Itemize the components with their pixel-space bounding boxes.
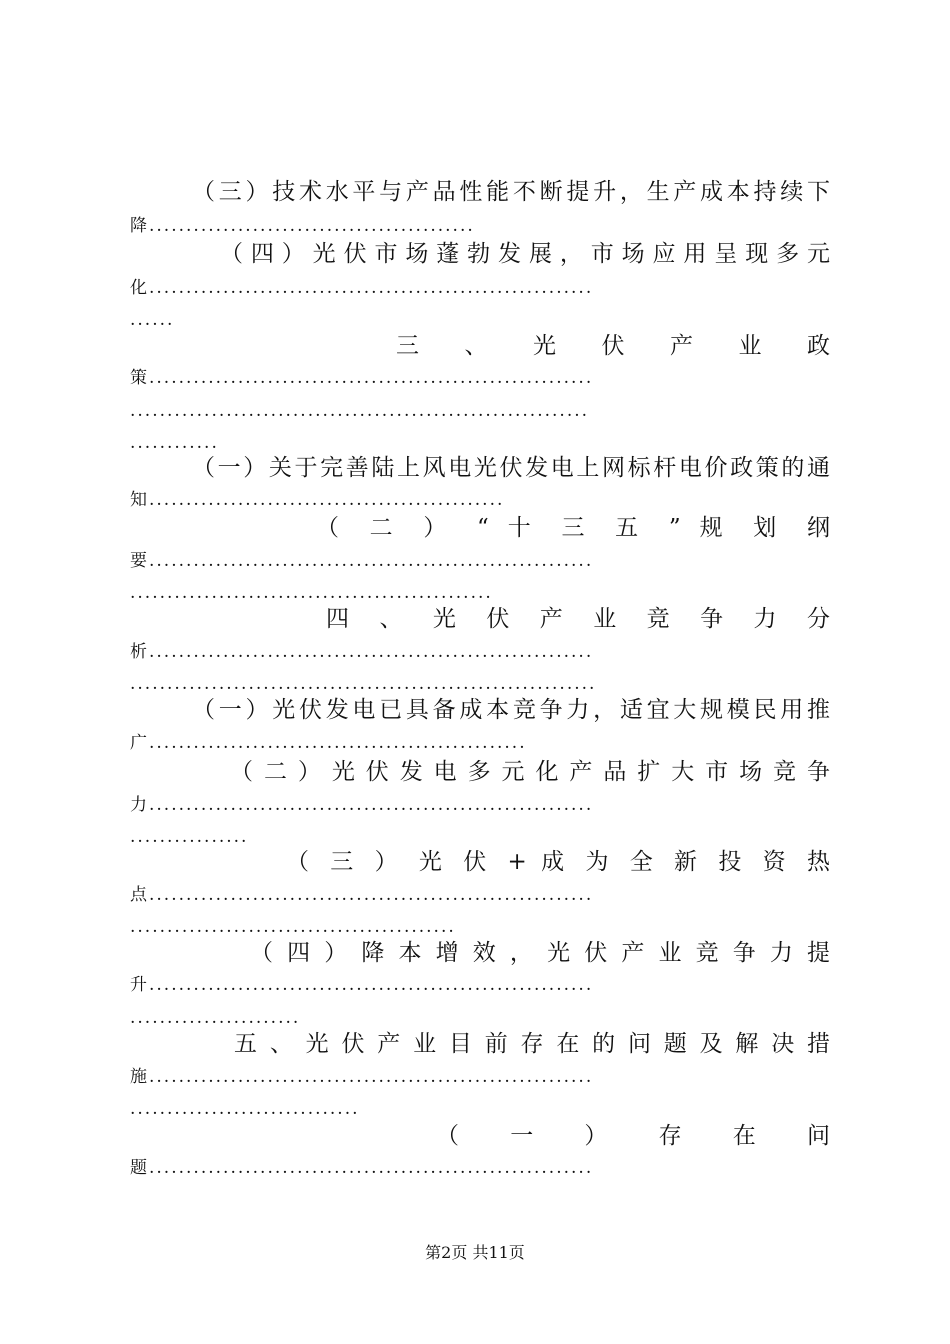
toc-entry-3-1-title[interactable]: （一）关于完善陆上风电光伏发电上网标杆电价政策的通	[192, 455, 830, 481]
toc-entry-section-3-title[interactable]: 三 、 光 伏 产 业 政	[396, 333, 830, 359]
toc-entry-5-1-title[interactable]: （ 一 ） 存 在 问	[436, 1123, 830, 1149]
toc-entry-section-3-leader: 策............................................................	[130, 368, 594, 388]
toc-entry-section-4-title[interactable]: 四 、 光 伏 产 业 竞 争 力 分	[326, 606, 830, 632]
toc-entry-3-2-leader: 要............................................................	[130, 551, 594, 571]
toc-entry-4-1-leader: 广...................................................	[130, 733, 527, 753]
toc-entry-4-4-title[interactable]: （四）降本增效，光伏产业竞争力提	[250, 940, 830, 966]
toc-entry-3-3-leader: 降............................................	[130, 216, 475, 236]
toc-entry-4-2-title[interactable]: （二）光伏发电多元化产品扩大市场竞争	[230, 759, 830, 785]
toc-entry-3-2-title[interactable]: （ 二 ） “ 十 三 五 ” 规 划 纲	[316, 515, 830, 541]
toc-entry-section-3-leader-cont2: ............	[130, 433, 219, 453]
toc-entry-3-3-title[interactable]: （三）技术水平与产品性能不断提升，生产成本持续下	[192, 179, 830, 205]
page-footer: 第2页 共11页	[425, 1243, 525, 1262]
toc-entry-4-2-leader: 力............................................................	[130, 795, 594, 815]
toc-entry-section-5-leader-cont: ...............................	[130, 1099, 360, 1119]
toc-entry-4-4-leader: 升............................................................	[130, 975, 594, 995]
toc-entry-5-1-leader: 题............................................................	[130, 1158, 594, 1178]
toc-entry-section-4-leader: 析............................................................	[130, 642, 594, 662]
toc-entry-section-5-title[interactable]: 五、光伏产业目前存在的问题及解决措	[234, 1031, 830, 1057]
toc-entry-3-1-leader: 知................................................	[130, 490, 505, 510]
toc-entry-section-4-leader-cont: ...............................................................	[130, 674, 597, 694]
toc-entry-4-4-leader-cont: .......................	[130, 1008, 301, 1028]
toc-entry-3-4-title[interactable]: （四）光伏市场蓬勃发展，市场应用呈现多元	[220, 241, 830, 267]
toc-entry-4-3-leader: 点............................................................	[130, 885, 594, 905]
toc-entry-3-2-leader-cont: .................................................	[130, 583, 493, 603]
toc-entry-section-3-leader-cont: ..............................................................	[130, 401, 590, 421]
toc-entry-3-4-leader: 化............................................................	[130, 278, 594, 298]
toc-entry-3-4-leader-cont: ......	[130, 310, 175, 330]
toc-entry-4-3-title[interactable]: （ 三 ） 光 伏 + 成 为 全 新 投 资 热	[286, 849, 830, 875]
toc-entry-section-5-leader: 施............................................................	[130, 1067, 594, 1087]
toc-entry-4-2-leader-cont: ................	[130, 827, 249, 847]
toc-entry-4-3-leader-cont: ............................................	[130, 917, 456, 937]
toc-entry-4-1-title[interactable]: （一）光伏发电已具备成本竞争力，适宜大规模民用推	[192, 697, 830, 723]
